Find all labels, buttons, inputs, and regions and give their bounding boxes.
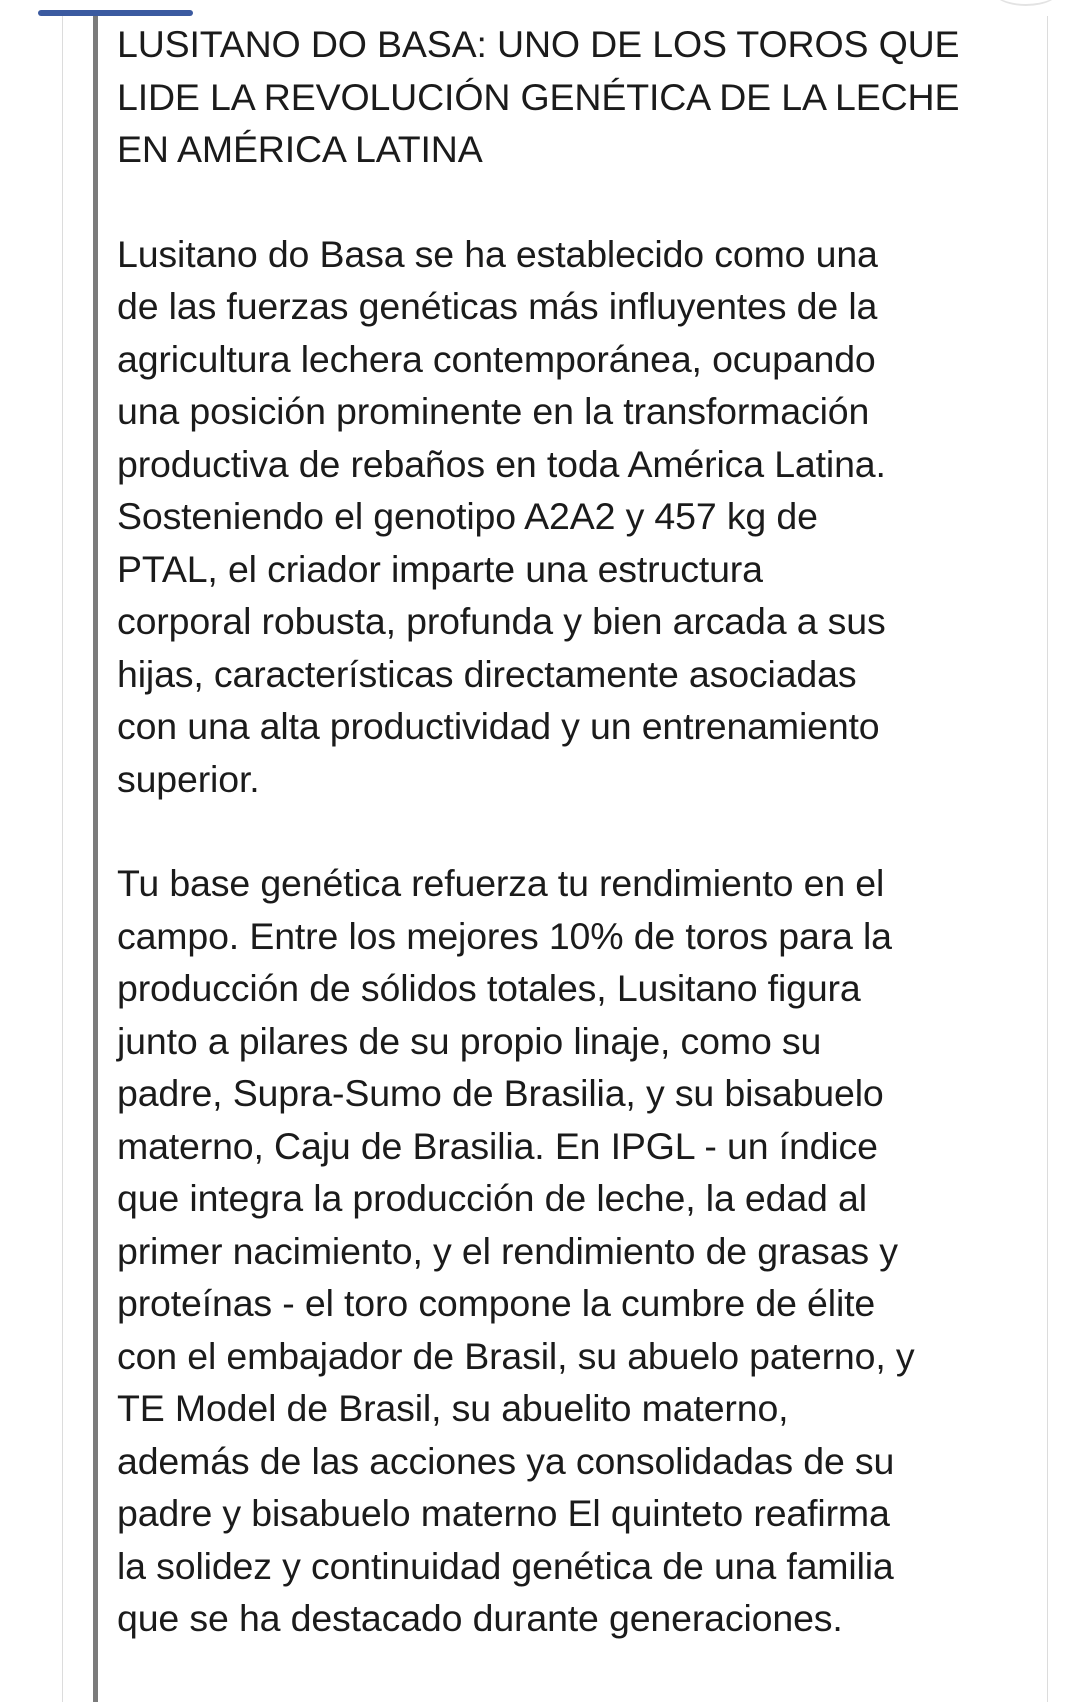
post-paragraph-1: Lusitano do Basa se ha establecido como una de las fuerzas genéticas más influyentes de la agricultura lechera contemporánea, ocupando una posición prominente en la transformación productiva de rebaños en toda América Latina. Sosteniendo el genotipo A2A2 y 457 kg de PTAL, el criador imparte una estructura corporal robusta, profunda y bien arcada a sus hijas, características directamente asociadas con una alta productividad y un entrenamiento superior.: [117, 232, 886, 800]
post-frame-right-border: [1047, 16, 1048, 1702]
post-frame-left-border: [62, 16, 63, 1702]
top-corner-arc: [991, 0, 1061, 6]
post-paragraph-2: Tu base genética refuerza tu rendimiento en el campo. Entre los mejores 10% de toros para la producción de sólidos totales, Lusitano figura junto a pilares de su propio linaje, como su padre, Supra-Sumo de Brasilia, y su bisabuelo materno, Caju de Brasilia. En IPGL - un índice que integra la producción de leche, la edad al primer nacimiento, y el rendimiento de grasas y proteínas - el toro compone la cumbre de élite con el embajador de Brasil, su abuelo paterno, y TE Model de Brasil, su abuelito materno, además de las acciones ya consolidadas de su padre y bisabuelo materno El quinteto reafirma la solidez y continuidad genética de una familia que se ha destacado durante generaciones.: [117, 862, 915, 1639]
quote-bar: [93, 16, 98, 1702]
post-content: [117, 18, 1047, 1645]
post-headline: LUSITANO DO BASA: UNO DE LOS TOROS QUE LIDE LA REVOLUCIÓN GENÉTICA DE LA LECHE EN AMÉRICA LATINA: [117, 23, 960, 170]
